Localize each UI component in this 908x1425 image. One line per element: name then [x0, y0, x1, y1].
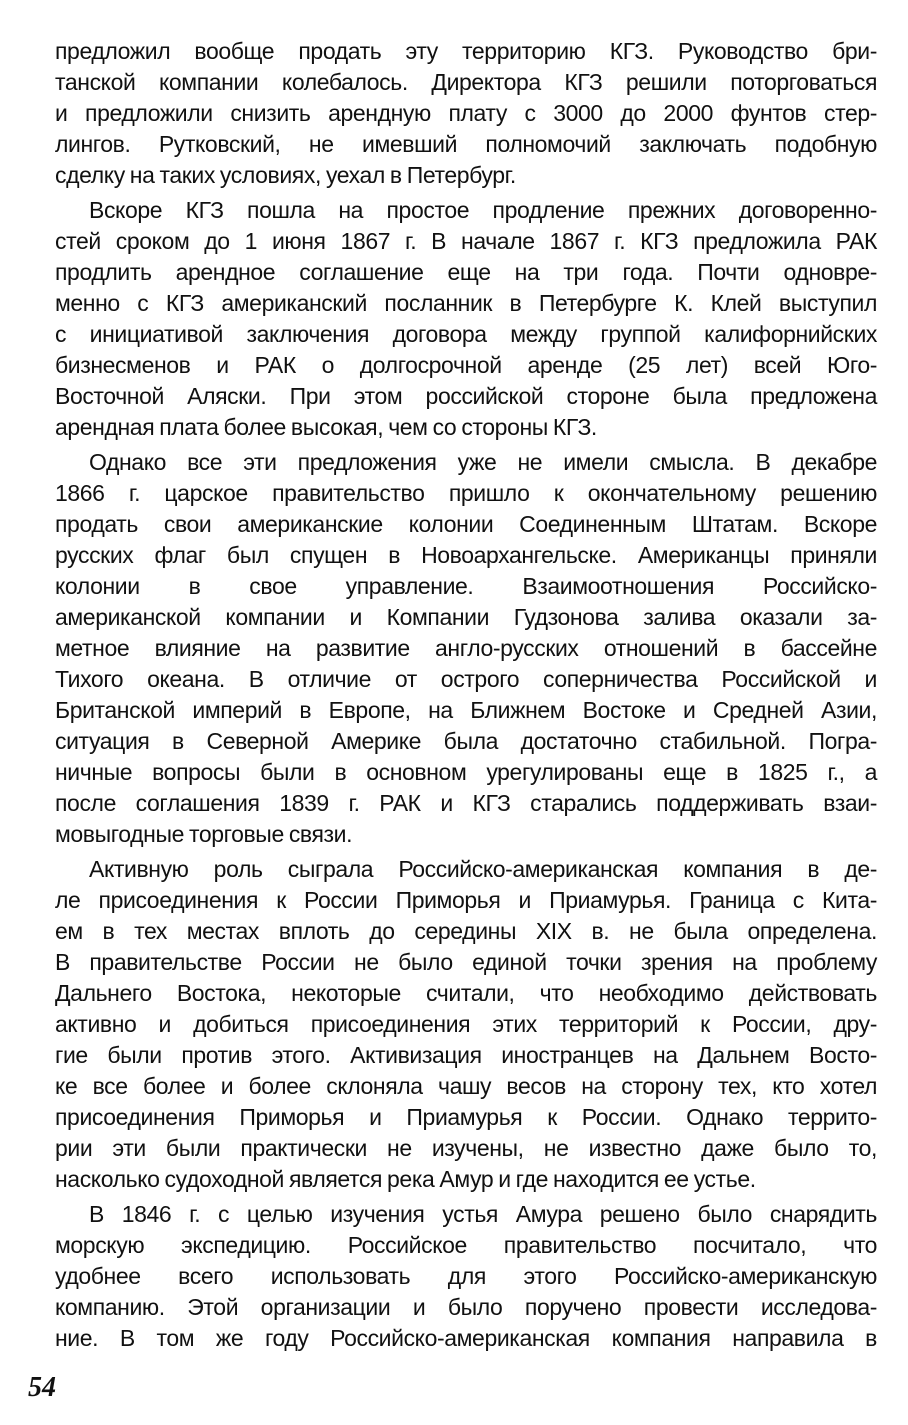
text-line: стей сроком до 1 июня 1867 г. В начале 1867 г. КГЗ предложила РАК	[55, 228, 877, 254]
text-line: гие были против этого. Активизация иностранцев на Дальнем Восто-	[55, 1042, 877, 1068]
text-line: 1866 г. царское правительство пришло к окончательному решению	[55, 480, 877, 506]
text-line: арендная плата более высокая, чем со стороны КГЗ.	[55, 414, 597, 440]
text-line: активно и добиться присоединения этих территорий к России, дру-	[55, 1011, 877, 1037]
text-line: колонии в свое управление. Взаимоотношения Российско-	[55, 573, 877, 599]
paragraph	[55, 447, 877, 850]
page-number: 54	[28, 1372, 56, 1403]
paragraph	[55, 195, 877, 443]
text-line: ке все более и более склоняла чашу весов на сторону тех, кто хотел	[55, 1073, 877, 1099]
page-body	[55, 36, 877, 1358]
text-line: ситуация в Северной Америке была достаточно стабильной. Погра-	[55, 728, 877, 754]
text-line: мовыгодные торговые связи.	[55, 821, 353, 847]
text-line: морскую экспедицию. Российское правительство посчитало, что	[55, 1232, 877, 1258]
text-line: сделку на таких условиях, уехал в Петербург.	[55, 162, 516, 188]
text-line: ле присоединения к России Приморья и Приамурья. Граница с Кита-	[55, 887, 877, 913]
text-line: Британской империй в Европе, на Ближнем Востоке и Средней Азии,	[55, 697, 877, 723]
text-line: предложил вообще продать эту территорию КГЗ. Руководство бри-	[55, 38, 877, 64]
text-line: присоединения Приморья и Приамурья к России. Однако террито-	[55, 1104, 877, 1130]
paragraph	[55, 36, 877, 191]
text-line: ем в тех местах вплоть до середины XIX в. не была определена.	[55, 918, 877, 944]
text-line: с инициативой заключения договора между группой калифорнийских	[55, 321, 877, 347]
text-line: танской компании колебалось. Директора КГЗ решили поторговаться	[55, 69, 877, 95]
text-line: Однако все эти предложения уже не имели смысла. В декабре	[89, 449, 877, 475]
text-line: после соглашения 1839 г. РАК и КГЗ старались поддерживать взаи-	[55, 790, 877, 816]
paragraph	[55, 854, 877, 1195]
text-line: насколько судоходной является река Амур и где находится ее устье.	[55, 1166, 756, 1192]
text-line: продать свои американские колонии Соединенным Штатам. Вскоре	[55, 511, 877, 537]
text-line: Дальнего Востока, некоторые считали, что необходимо действовать	[55, 980, 877, 1006]
text-line: метное влияние на развитие англо-русских отношений в бассейне	[55, 635, 877, 661]
text-line: продлить арендное соглашение еще на три года. Почти одновре-	[55, 259, 877, 285]
text-line: удобнее всего использовать для этого Российско-американскую	[55, 1263, 877, 1289]
text-line: бизнесменов и РАК о долгосрочной аренде (25 лет) всей Юго-	[55, 352, 877, 378]
text-line: В правительстве России не было единой точки зрения на проблему	[55, 949, 877, 975]
text-line: русских флаг был спущен в Новоархангельске. Американцы приняли	[55, 542, 877, 568]
text-line: Вскоре КГЗ пошла на простое продление прежних договоренно-	[89, 197, 877, 223]
text-line: лингов. Рутковский, не имевший полномочий заключать подобную	[55, 131, 877, 157]
text-line: менно с КГЗ американский посланник в Петербурге К. Клей выступил	[55, 290, 877, 316]
text-line: и предложили снизить арендную плату с 3000 до 2000 фунтов стер-	[55, 100, 877, 126]
text-line: ничные вопросы были в основном урегулированы еще в 1825 г., а	[55, 759, 877, 785]
text-line: Восточной Аляски. При этом российской стороне была предложена	[55, 383, 877, 409]
text-line: рии эти были практически не изучены, не известно даже было то,	[55, 1135, 877, 1161]
text-line: Тихого океана. В отличие от острого соперничества Российской и	[55, 666, 877, 692]
text-line: компанию. Этой организации и было поручено провести исследова-	[55, 1294, 877, 1320]
text-line: американской компании и Компании Гудзонова залива оказали за-	[55, 604, 877, 630]
paragraph	[55, 1199, 877, 1354]
text-line: В 1846 г. с целью изучения устья Амура решено было снарядить	[89, 1201, 877, 1227]
text-line: Активную роль сыграла Российско-американская компания в де-	[89, 856, 877, 882]
text-line: ние. В том же году Российско-американская компания направила в	[55, 1325, 877, 1351]
